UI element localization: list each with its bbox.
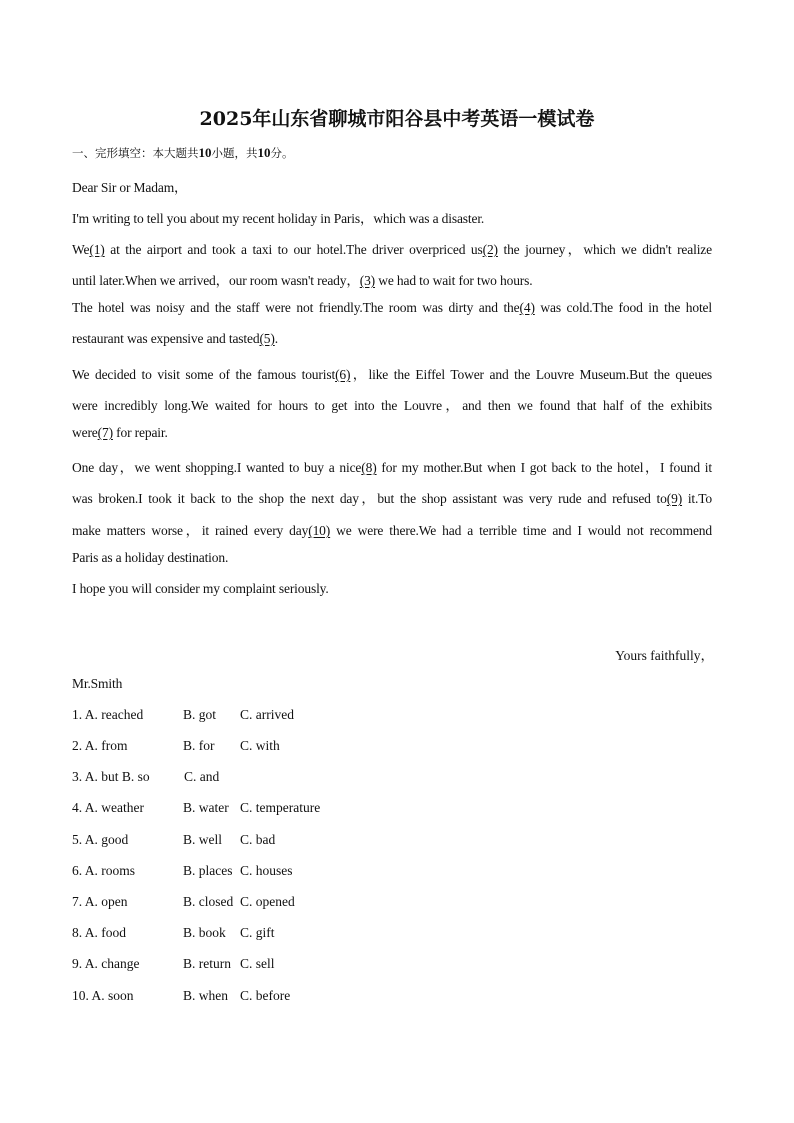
section-heading bbox=[72, 145, 294, 161]
option-c: C. before bbox=[240, 988, 291, 1003]
option-c: C. bad bbox=[240, 832, 276, 847]
blank-2: (2) bbox=[482, 242, 498, 257]
text-run: ，like the Eiffel Tower and the Louvre Museum.But the queues bbox=[350, 367, 713, 382]
text-run: for repair. bbox=[112, 425, 168, 440]
paragraph-2-line-1 bbox=[72, 238, 712, 258]
option-b: B. places bbox=[183, 863, 233, 878]
option-b: B. well bbox=[183, 832, 222, 847]
paragraph-5-line-3 bbox=[72, 519, 712, 539]
option-c: C. temperature bbox=[240, 800, 321, 815]
question-row bbox=[72, 956, 372, 974]
text-run: One day，we went shopping.I wanted to buy a nice bbox=[72, 460, 362, 475]
question-row bbox=[72, 863, 372, 881]
option-b: B. closed bbox=[183, 894, 234, 909]
option-a: 10. A. soon bbox=[72, 988, 134, 1003]
paragraph-2-line-2 bbox=[72, 269, 532, 289]
option-b: B. when bbox=[183, 988, 228, 1003]
blank-9: (9) bbox=[666, 491, 683, 506]
text-run: we were there.We had a terrible time and I would not recommend bbox=[330, 523, 712, 538]
question-row bbox=[72, 738, 372, 756]
paragraph-1: I'm writing to tell you about my recent holiday in Paris，which was a disaster. bbox=[72, 211, 485, 226]
option-c: C. sell bbox=[240, 956, 275, 971]
blank-6: (6) bbox=[335, 367, 351, 382]
question-row bbox=[72, 707, 372, 725]
option-a: 3. A. but B. so bbox=[72, 769, 150, 784]
option-a: 8. A. food bbox=[72, 925, 126, 940]
page-title: 2025年山东省聊城市阳谷县中考英语一模试卷 bbox=[199, 108, 595, 130]
option-c: C. with bbox=[240, 738, 280, 753]
paragraph-5-line-1 bbox=[72, 456, 712, 476]
paragraph-3-line-2 bbox=[72, 331, 278, 347]
paragraph-3-line-1 bbox=[72, 300, 712, 316]
text-run: We decided to visit some of the famous tourist bbox=[72, 367, 336, 382]
option-b: B. return bbox=[183, 956, 231, 971]
letter-signature: Mr.Smith bbox=[72, 676, 123, 691]
option-b: B. got bbox=[183, 707, 217, 722]
question-row bbox=[72, 769, 372, 787]
paragraph-5-line-2 bbox=[72, 487, 712, 507]
text-run: The hotel was noisy and the staff were not friendly.The room was dirty and the bbox=[72, 300, 520, 315]
text-run: until later.When we arrived，our room wasn't ready， bbox=[72, 273, 360, 288]
text-run: was broken.I took it back to the shop the next day，but the shop assistant was very rude and refused to bbox=[72, 491, 667, 506]
text-run: . bbox=[274, 331, 278, 346]
blank-7: (7) bbox=[97, 425, 113, 440]
text-run: restaurant was expensive and tasted bbox=[72, 331, 260, 346]
question-row bbox=[72, 988, 372, 1006]
option-c: C. gift bbox=[240, 925, 275, 940]
section-middle: 小题，共 bbox=[211, 146, 258, 160]
blank-5: (5) bbox=[259, 331, 275, 346]
text-run: for my mother.But when I got back to the hotel，I found it bbox=[376, 460, 712, 475]
question-count: 10 bbox=[198, 145, 212, 160]
paragraph-4-line-3 bbox=[72, 425, 168, 441]
text-run: at the airport and took a taxi to our hotel.The driver overpriced us bbox=[104, 242, 483, 257]
letter-salutation: Dear Sir or Madam， bbox=[72, 180, 188, 195]
blank-3: (3) bbox=[359, 273, 376, 288]
option-c: C. arrived bbox=[240, 707, 294, 722]
letter-signoff: Yours faithfully， bbox=[615, 648, 714, 663]
blank-4: (4) bbox=[519, 300, 535, 315]
blank-1: (1) bbox=[89, 242, 105, 257]
text-run: we had to wait for two hours. bbox=[375, 273, 533, 288]
option-a: 2. A. from bbox=[72, 738, 128, 753]
paragraph-6: I hope you will consider my complaint seriously. bbox=[72, 581, 329, 596]
option-a: 6. A. rooms bbox=[72, 863, 136, 878]
question-row bbox=[72, 894, 372, 912]
text-run: it.To bbox=[682, 491, 713, 506]
text-run: was cold.The food in the hotel bbox=[534, 300, 713, 315]
option-b: B. for bbox=[183, 738, 215, 753]
option-b: B. water bbox=[183, 800, 229, 815]
option-c: C. houses bbox=[240, 863, 293, 878]
text-run: were bbox=[72, 425, 98, 440]
paragraph-4-line-1 bbox=[72, 363, 712, 383]
text-run: the journey，which we didn't realize bbox=[497, 242, 712, 257]
option-c: C. opened bbox=[240, 894, 295, 909]
total-score: 10 bbox=[257, 145, 271, 160]
question-row bbox=[72, 800, 372, 818]
section-suffix: 分。 bbox=[270, 146, 294, 160]
text-run: make matters worse，it rained every day bbox=[72, 523, 309, 538]
text-run: We bbox=[72, 242, 90, 257]
paragraph-5-line-4: Paris as a holiday destination. bbox=[72, 550, 229, 565]
question-row bbox=[72, 925, 372, 943]
blank-10: (10) bbox=[308, 523, 331, 538]
option-a: 1. A. reached bbox=[72, 707, 144, 722]
question-row bbox=[72, 832, 372, 850]
option-a: 9. A. change bbox=[72, 956, 140, 971]
blank-8: (8) bbox=[361, 460, 377, 475]
section-prefix: 一、完形填空：本大题共 bbox=[72, 146, 199, 160]
option-a: 5. A. good bbox=[72, 832, 129, 847]
option-c: C. and bbox=[184, 769, 220, 784]
option-a: 7. A. open bbox=[72, 894, 128, 909]
paragraph-4-line-2: were incredibly long.We waited for hours to get into the Louvre，and then we found that half of the exhibits bbox=[72, 398, 712, 413]
option-a: 4. A. weather bbox=[72, 800, 144, 815]
option-b: B. book bbox=[183, 925, 226, 940]
